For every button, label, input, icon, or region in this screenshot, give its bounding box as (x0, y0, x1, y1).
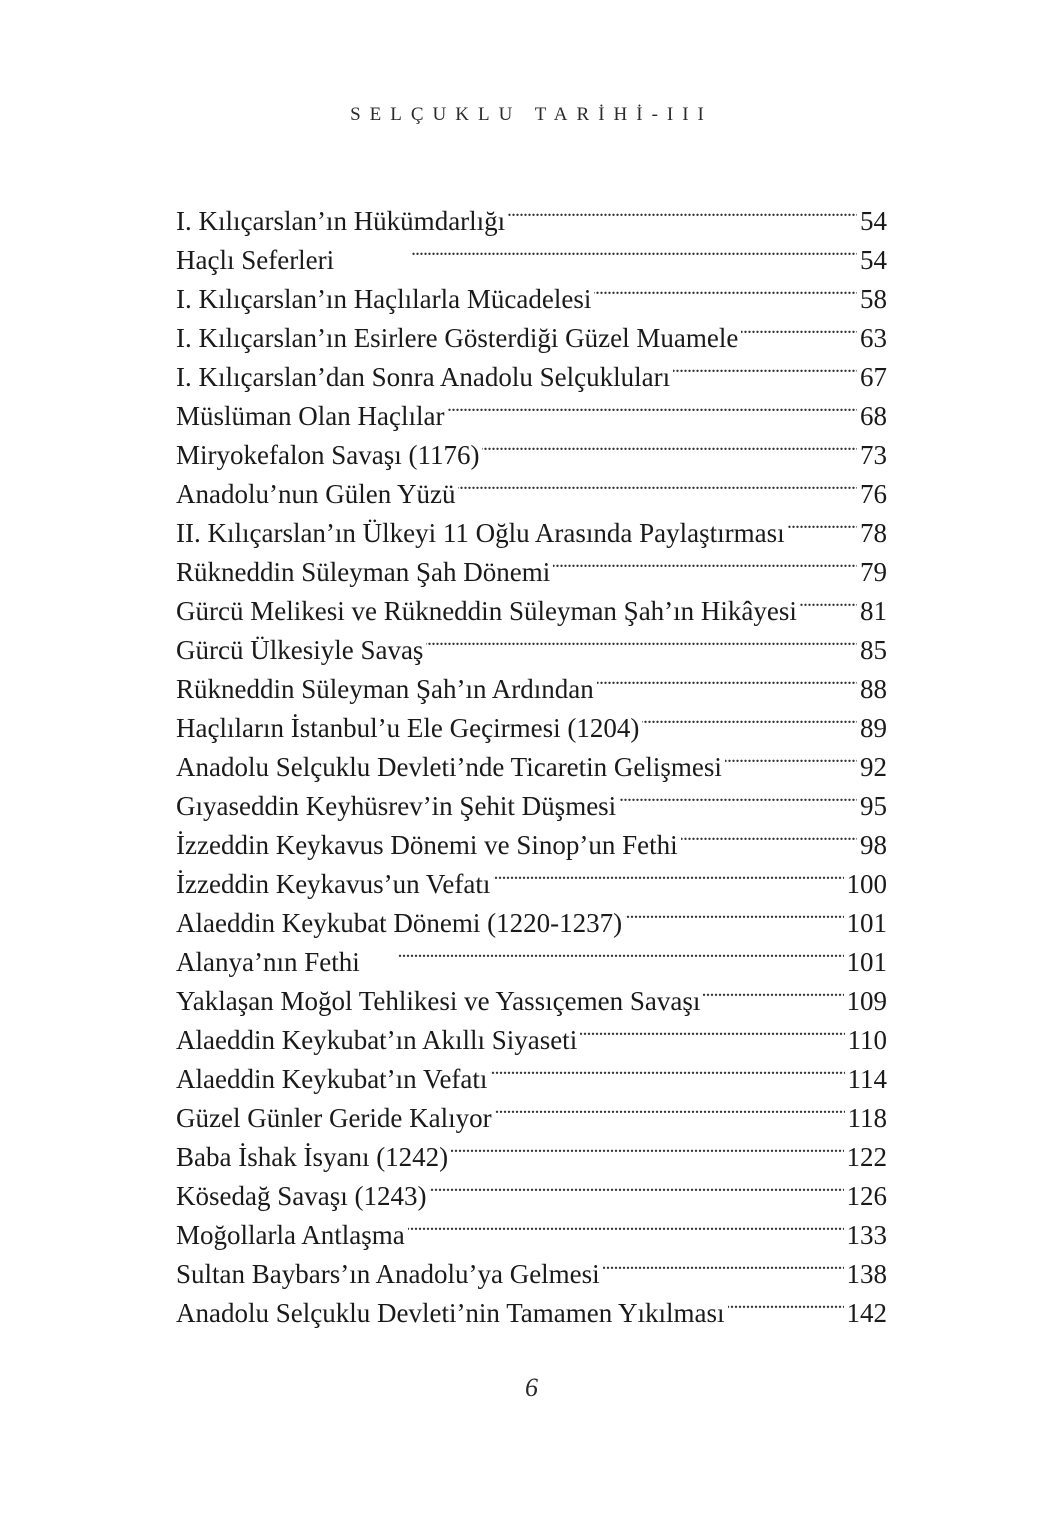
dot-leader (553, 542, 857, 581)
toc-entry-title: İzzeddin Keykavus’un Vefatı (176, 869, 491, 899)
dot-leader (408, 1205, 844, 1244)
dot-leader (619, 776, 857, 815)
toc-entry-title: Haçlı Seferleri (176, 245, 335, 275)
toc-entry-title: Gürcü Melikesi ve Rükneddin Süleyman Şah’ın Hikâyesi (176, 596, 797, 626)
toc-entry-page: 101 (846, 908, 887, 938)
dot-leader (625, 893, 843, 932)
toc-entry-page: 89 (860, 713, 887, 743)
toc-entry-title: Gürcü Ülkesiyle Savaş (176, 635, 424, 665)
toc-entry-title: Yaklaşan Moğol Tehlikesi ve Yassıçemen Savaşı (176, 986, 701, 1016)
toc-entry-title: Miryokefalon Savaşı (1176) (176, 440, 480, 470)
toc-entry-page: 73 (860, 440, 887, 470)
dot-leader (337, 230, 857, 269)
dot-leader (681, 815, 857, 854)
dot-leader (741, 308, 857, 347)
toc-entry-title: I. Kılıçarslan’ın Haçlılarla Mücadelesi (176, 284, 592, 314)
dot-leader (429, 1166, 843, 1205)
dot-leader (597, 659, 857, 698)
toc-entry-page: 81 (860, 596, 887, 626)
toc-entry-title: Sultan Baybars’ın Anadolu’ya Gelmesi (176, 1259, 600, 1289)
toc-entry-title: Alanya’nın Fethi (176, 947, 360, 977)
dot-leader (788, 503, 857, 542)
toc-entry-title: İzzeddin Keykavus Dönemi ve Sinop’un Fethi (176, 830, 678, 860)
dot-leader (495, 1088, 845, 1127)
toc-entry-title: Alaeddin Keykubat’ın Vefatı (176, 1064, 488, 1094)
toc-entry-page: 79 (860, 557, 887, 587)
dot-leader (493, 854, 843, 893)
dot-leader (728, 1283, 844, 1322)
toc-entry-page: 98 (860, 830, 887, 860)
table-of-contents (176, 191, 887, 1328)
toc-entry-page: 126 (846, 1181, 887, 1211)
dot-leader (363, 932, 844, 971)
dot-leader (594, 269, 857, 308)
toc-entry-page: 109 (846, 986, 887, 1016)
toc-entry-page: 142 (846, 1298, 887, 1328)
toc-entry-title: Anadolu Selçuklu Devleti’nin Tamamen Yıkılması (176, 1298, 725, 1328)
dot-leader (580, 1010, 844, 1049)
dot-leader (490, 1049, 844, 1088)
toc-entry-title: Kösedağ Savaşı (1243) (176, 1181, 427, 1211)
toc-entry-page: 100 (846, 869, 887, 899)
dot-leader (673, 347, 857, 386)
toc-entry-title: Anadolu Selçuklu Devleti’nde Ticaretin Gelişmesi (176, 752, 722, 782)
dot-leader (725, 737, 857, 776)
toc-entry-page: 138 (846, 1259, 887, 1289)
toc-entry-page: 118 (847, 1103, 887, 1133)
toc-entry (176, 191, 887, 236)
toc-entry-title: Rükneddin Süleyman Şah Dönemi (176, 557, 551, 587)
toc-entry-page: 54 (860, 206, 887, 236)
toc-entry-title: I. Kılıçarslan’ın Hükümdarlığı (176, 206, 506, 236)
toc-entry-page: 110 (847, 1025, 887, 1055)
dot-leader (447, 386, 857, 425)
toc-entry-page: 114 (847, 1064, 887, 1094)
toc-entry-page: 63 (860, 323, 887, 353)
toc-entry-title: I. Kılıçarslan’ın Esirlere Gösterdiği Güzel Muamele (176, 323, 739, 353)
dot-leader (603, 1244, 844, 1283)
toc-entry-page: 122 (846, 1142, 887, 1172)
toc-entry-page: 92 (860, 752, 887, 782)
dot-leader (703, 971, 843, 1010)
dot-leader (426, 620, 857, 659)
toc-entry-title: Müslüman Olan Haçlılar (176, 401, 445, 431)
toc-entry-page: 68 (860, 401, 887, 431)
toc-entry-page: 85 (860, 635, 887, 665)
toc-entry-page: 58 (860, 284, 887, 314)
toc-entry-page: 76 (860, 479, 887, 509)
toc-entry-page: 88 (860, 674, 887, 704)
toc-entry-title: Güzel Günler Geride Kalıyor (176, 1103, 492, 1133)
toc-entry-page: 95 (860, 791, 887, 821)
toc-entry-title: Gıyaseddin Keyhüsrev’in Şehit Düşmesi (176, 791, 617, 821)
dot-leader (642, 698, 857, 737)
toc-entry-title: II. Kılıçarslan’ın Ülkeyi 11 Oğlu Arasında Paylaştırması (176, 518, 785, 548)
toc-entry-page: 78 (860, 518, 887, 548)
toc-entry-page: 133 (846, 1220, 887, 1250)
toc-entry-title: Anadolu’nun Gülen Yüzü (176, 479, 456, 509)
toc-entry-title: Haçlıların İstanbul’u Ele Geçirmesi (1204) (176, 713, 640, 743)
dot-leader (451, 1127, 843, 1166)
dot-leader (800, 581, 857, 620)
page-number: 6 (525, 1373, 538, 1402)
toc-entry-page: 54 (860, 245, 887, 275)
dot-leader (508, 191, 857, 230)
toc-entry-title: I. Kılıçarslan’dan Sonra Anadolu Selçukluları (176, 362, 671, 392)
toc-entry-title: Moğollarla Antlaşma (176, 1220, 405, 1250)
dot-leader (482, 425, 857, 464)
running-header: SELÇUKLU TARİHİ-III (350, 104, 713, 125)
toc-entry-title: Rükneddin Süleyman Şah’ın Ardından (176, 674, 594, 704)
toc-entry-title: Baba İshak İsyanı (1242) (176, 1142, 449, 1172)
toc-entry-title: Alaeddin Keykubat’ın Akıllı Siyaseti (176, 1025, 578, 1055)
toc-entry-page: 101 (846, 947, 887, 977)
toc-entry-page: 67 (860, 362, 887, 392)
dot-leader (458, 464, 857, 503)
toc-entry-title: Alaeddin Keykubat Dönemi (1220-1237) (176, 908, 623, 938)
